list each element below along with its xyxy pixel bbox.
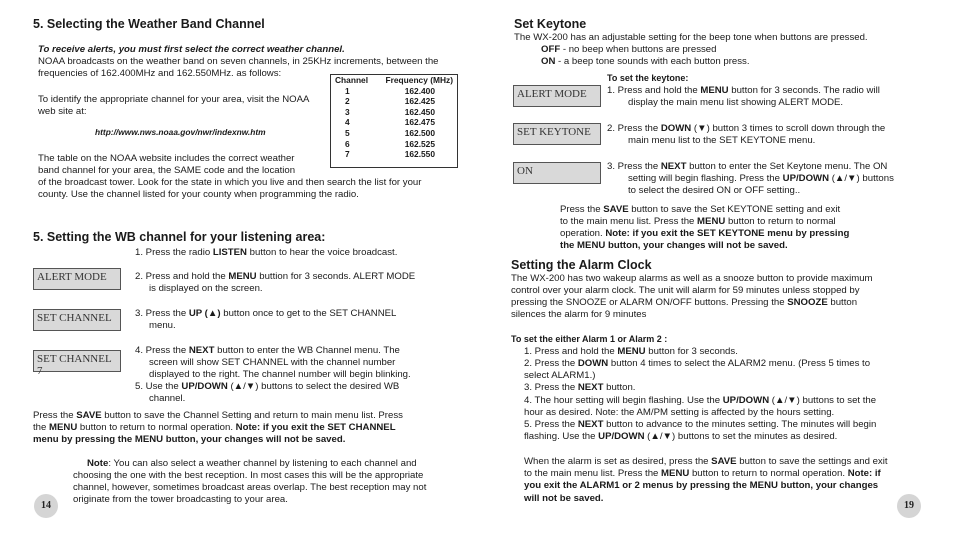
subheading-alarm: To set the either Alarm 1 or Alarm 2 :: [511, 334, 668, 344]
save-instructions: the MENU button to return to normal operation. Note: if you exit the SET CHANNEL: [33, 422, 396, 433]
alarm-step-5-cont: flashing. Use the UP/DOWN (▲/▼) buttons to set the minutes as desired.: [524, 431, 838, 442]
table-cell: 162.450: [404, 106, 435, 117]
section-title-keytone: Set Keytone: [514, 17, 587, 31]
paragraph-line: The WX-200 has an adjustable setting for the beep tone when buttons are pressed.: [514, 32, 868, 43]
step-2-cont: is displayed on the screen.: [149, 283, 263, 294]
alarm-step-3: 3. Press the NEXT button.: [524, 382, 636, 393]
alarm-step-2-cont: select ALARM1.): [524, 370, 596, 381]
table-row: [331, 107, 457, 118]
step-4: 4. Press the NEXT button to enter the WB Channel menu. The: [135, 345, 400, 356]
table-cell: 7: [345, 149, 350, 160]
paragraph-line: The table on the NOAA website includes the correct weather: [38, 153, 295, 164]
table-cell: 4: [345, 117, 350, 128]
paragraph-line: of the broadcast tower. Look for the state in which you live and then search the list for your: [38, 177, 422, 188]
paragraph-line: pressing the SNOOZE or ALARM ON/OFF buttons. Pressing the SNOOZE button: [511, 297, 858, 308]
keytone-step-3-cont: setting will begin flashing. Press the UP/DOWN (▲/▼) buttons: [628, 173, 894, 184]
table-cell: 162.500: [404, 127, 435, 138]
alarm-step-4: 4. The hour setting will begin flashing. Use the UP/DOWN (▲/▼) buttons to set the: [524, 395, 877, 406]
table-cell: 162.525: [404, 138, 435, 149]
table-cell: 162.475: [404, 117, 435, 128]
keytone-warning: the MENU button, your changes will not be saved.: [560, 240, 788, 251]
table-cell: 3: [345, 106, 350, 117]
intro-text: To receive alerts, you must first select the correct weather channel.: [38, 44, 345, 55]
keytone-step-1-cont: display the main menu list showing ALERT MODE.: [628, 97, 844, 108]
table-cell: 5: [345, 127, 350, 138]
keytone-step-1: 1. Press and hold the MENU button for 3 seconds. The radio will: [607, 85, 880, 96]
note-text: Note: You can also select a weather channel by listening to each channel and: [87, 458, 417, 469]
step-3-cont: menu.: [149, 320, 176, 331]
step-5-cont: channel.: [149, 393, 186, 404]
alarm-step-4-cont: hour as desired. Note: the AM/PM setting is affected by the hours setting.: [524, 407, 835, 418]
paragraph-line: county. Use the channel listed for your county when programming the radio.: [38, 189, 359, 200]
note-text: channel, however, sometimes broadcast areas overlap. The best reception may not: [73, 482, 427, 493]
table-cell: 6: [345, 138, 350, 149]
paragraph-line: frequencies of 162.400MHz and 162.550MHz. as follows:: [38, 68, 282, 79]
save-warning: menu by pressing the MENU button, your changes will not be saved.: [33, 434, 346, 445]
table-row: [331, 86, 457, 97]
alarm-save: When the alarm is set as desired, press the SAVE button to save the settings and exit: [524, 456, 888, 467]
step-5: 5. Use the UP/DOWN (▲/▼) buttons to select the desired WB: [135, 381, 400, 392]
page-number-left: 14: [34, 494, 58, 518]
lcd-set-channel-7: SET CHANNEL 7: [33, 350, 121, 372]
note-text: choosing the one with the best reception. In most cases this will be the appropriate: [73, 470, 424, 481]
table-row: [331, 139, 457, 150]
lcd-alert-mode: ALERT MODE: [513, 85, 601, 107]
keytone-step-3: 3. Press the NEXT button to enter the Set Keytone menu. The ON: [607, 161, 888, 172]
section-title-wb-channel: 5. Setting the WB channel for your listening area:: [33, 230, 326, 244]
table-row: [331, 117, 457, 128]
note-text: originate from the tower broadcasting to your area.: [73, 494, 288, 505]
table-row: [331, 128, 457, 139]
table-header-frequency: Frequency (MHz): [385, 75, 453, 85]
alarm-save: to the main menu list. Press the MENU button to return to normal operation. Note: if: [524, 468, 881, 479]
paragraph-line: NOAA broadcasts on the weather band on seven channels, in 25KHz increments, between the: [38, 56, 439, 67]
alarm-warning: you exit the ALARM1 or 2 menus by pressing the MENU button, your changes: [524, 480, 879, 491]
channel-frequency-table: [330, 74, 458, 168]
page-number-right: 19: [897, 494, 921, 518]
noaa-url-link[interactable]: http://www.nws.noaa.gov/nwr/indexnw.htm: [95, 127, 266, 137]
step-3: 3. Press the UP (▲) button once to get to the SET CHANNEL: [135, 308, 397, 319]
alarm-warning: will not be saved.: [524, 493, 604, 504]
paragraph-line: web site at:: [38, 106, 87, 117]
step-1: 1. Press the radio LISTEN button to hear the voice broadcast.: [135, 247, 398, 258]
alarm-step-1: 1. Press and hold the MENU button for 3 seconds.: [524, 346, 738, 357]
paragraph-line: band channel for your area, the SAME code and the location: [38, 165, 296, 176]
paragraph-line: The WX-200 has two wakeup alarms as well as a snooze button to provide maximum: [511, 273, 873, 284]
table-header-row: [331, 75, 457, 86]
alarm-step-5: 5. Press the NEXT button to advance to the minutes setting. The minutes will begin: [524, 419, 877, 430]
option-on: ON - a beep tone sounds with each button press.: [541, 56, 750, 67]
table-row: [331, 96, 457, 107]
lcd-alert-mode: ALERT MODE: [33, 268, 121, 290]
table-cell: 1: [345, 85, 350, 96]
keytone-save: Press the SAVE button to save the Set KEYTONE setting and exit: [560, 204, 841, 215]
table-header-channel: Channel: [335, 75, 369, 85]
lcd-on: ON: [513, 162, 601, 184]
table-cell: 162.425: [404, 96, 435, 107]
step-4-cont: displayed to the right. The channel number will begin blinking.: [149, 369, 411, 380]
table-cell: 162.550: [404, 149, 435, 160]
section-title-weather-band: 5. Selecting the Weather Band Channel: [33, 17, 265, 31]
keytone-step-2: 2. Press the DOWN (▼) button 3 times to scroll down through the: [607, 123, 886, 134]
alarm-step-2: 2. Press the DOWN button 4 times to select the ALARM2 menu. (Press 5 times to: [524, 358, 871, 369]
keytone-save: to the main menu list. Press the MENU button to return to normal: [560, 216, 836, 227]
keytone-step-3-cont: to select the desired ON or OFF setting..: [628, 185, 801, 196]
table-cell: 162.400: [404, 85, 435, 96]
section-title-alarm: Setting the Alarm Clock: [511, 258, 652, 272]
step-2: 2. Press and hold the MENU buttion for 3 seconds. ALERT MODE: [135, 271, 416, 282]
subheading-keytone: To set the keytone:: [607, 73, 689, 83]
keytone-save: operation. Note: if you exit the SET KEYTONE menu by pressing: [560, 228, 850, 239]
option-off: OFF - no beep when buttons are pressed: [541, 44, 717, 55]
paragraph-line: control over your alarm clock. The unit will alarm for 59 minutes unless stopped by: [511, 285, 860, 296]
keytone-step-2-cont: main menu list to the SET KEYTONE menu.: [628, 135, 816, 146]
lcd-set-keytone: SET KEYTONE: [513, 123, 601, 145]
step-4-cont: screen will show SET CHANNEL with the channel number: [149, 357, 396, 368]
lcd-set-channel: SET CHANNEL: [33, 309, 121, 331]
table-row: [331, 149, 457, 160]
table-cell: 2: [345, 96, 350, 107]
save-instructions: Press the SAVE button to save the Channel Setting and return to main menu list. Press: [33, 410, 403, 421]
paragraph-line: To identify the appropriate channel for your area, visit the NOAA: [38, 94, 310, 105]
paragraph-line: silences the alarm for 9 minutes: [511, 309, 647, 320]
